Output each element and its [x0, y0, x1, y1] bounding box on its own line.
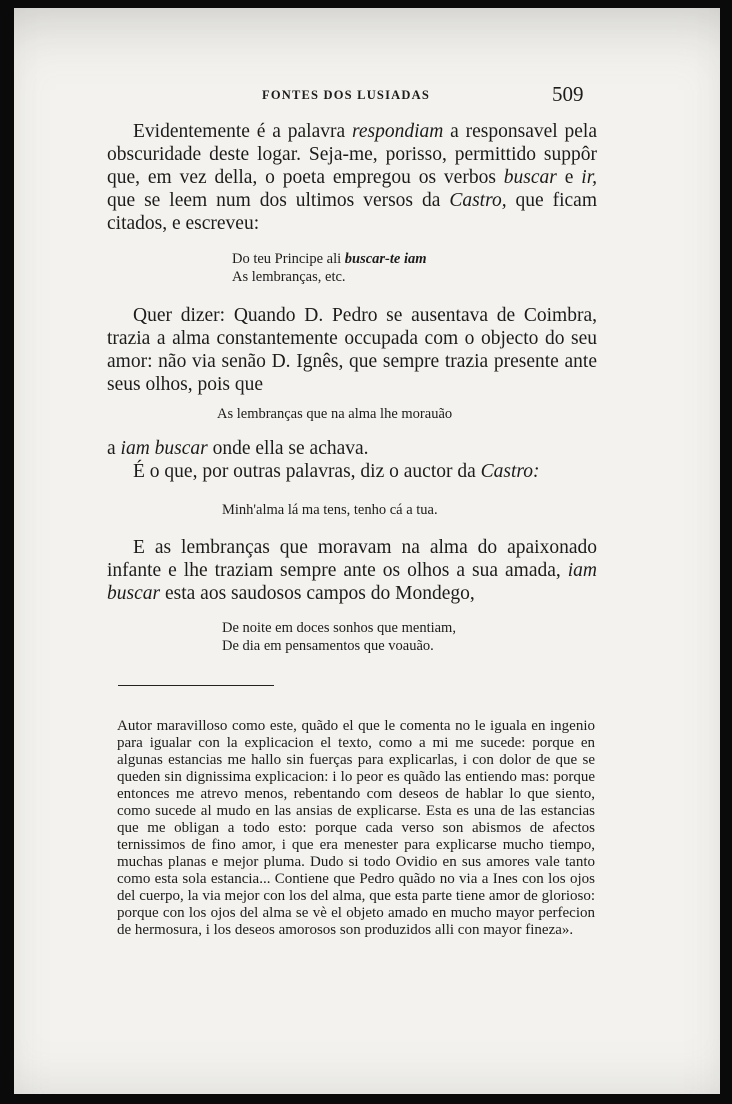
paragraph-2: Quer dizer: Quando D. Pedro se ausentava de Coimbra, trazia a alma constantemente occupada com o objecto do seu amor: não via senão D. Ignês, que sempre trazia presente ante seus olhos, pois que [107, 305, 597, 395]
page-header [14, 82, 720, 112]
paragraph-1 [107, 120, 597, 235]
p1-italic-4: Castro, [449, 190, 507, 211]
running-title: FONTES DOS LUSIADAS [262, 88, 430, 102]
p1-italic-3: ir, [581, 167, 598, 188]
page-number: 509 [552, 82, 584, 106]
paragraph-3 [107, 437, 597, 460]
p4-text: É o que, por outras palavras, diz o auctor da [133, 461, 481, 482]
p1-italic-1: respondiam [351, 121, 444, 142]
p3-text-1: a [107, 438, 121, 459]
p5-text-1: E as lembranças que moravam na alma do apaixonado infante e lhe traziam sempre ante os olhos a sua amada, [107, 537, 597, 581]
quote-3 [222, 501, 597, 519]
paragraph-4 [107, 460, 597, 483]
p1-text-3: e [556, 167, 582, 188]
p1-text-2: a responsavel pela obscuridade deste logar. Seja-me, porisso, permittido suppôr que, em vez della, o poeta empregou os verbos [107, 121, 598, 188]
footnote-divider [118, 685, 274, 686]
p1-text-1: Evidentemente é a palavra [133, 121, 352, 142]
quote-1 [232, 250, 597, 286]
p5-italic: iam buscar [107, 560, 597, 604]
paragraph-5 [107, 536, 597, 605]
p3-italic: iam buscar [120, 438, 208, 459]
main-text [107, 120, 597, 655]
quote-1-line-1 [232, 250, 597, 268]
p1-italic-2: buscar [503, 167, 557, 188]
p5-text-2: esta aos saudosos campos do Mondego, [160, 583, 475, 604]
quote-1-line-1-italic: buscar-te iam [344, 251, 427, 267]
quote-4-line-2: De dia em pensamentos que voauão. [222, 638, 434, 654]
quote-1-line-1-text: Do teu Principe ali [232, 251, 345, 267]
p1-text-4: que se leem num dos ultimos versos da [107, 190, 450, 211]
quote-2 [217, 405, 597, 423]
footnote-text: Autor maravilloso como este, quãdo el que le comenta no le iguala en ingenio para igualar con la explicacion el texto, como a mi me sucede: porque en algunas estancias me hallo sin fuerças para explicarlas, i con dolor de que se queden sin dignissima explicacion: i lo peor es quãdo las entiendo mas: porque entonces me atrevo menos, rebentando com deseos de hablar lo que siento, como sucede al mudo en las ansias de explicarse. Esta es una de las estancias que me obligan a todo esto: porque cada verso son abismos de afectos ternissimos de fino amor, i que era menester para explicarse mucho tiempo, muchas planas e mejor pluma. Dudo si todo Ovidio en sus amores vale tanto como esta sola estancia... Contiene que Pedro quãdo no via a Ines con los ojos del cuerpo, la via mejor con los del alma, que esta parte tiene amor de glorioso: porque con los ojos del alma se vè el objeto amado en mucho mayor perfecion de hermosura, i los deseos amorosos son produzidos alli con mayor fineza». [117, 718, 595, 938]
p1-text-5: que ficam citados, e escreveu: [107, 190, 598, 234]
quote-2-line-1: As lembranças que na alma lhe morauão [217, 406, 453, 422]
quote-1-line-2: As lembranças, etc. [232, 269, 346, 285]
book-page [14, 8, 720, 1094]
p3-text-2: onde ella se achava. [207, 438, 369, 459]
quote-4 [222, 619, 597, 655]
p4-italic: Castro: [480, 461, 540, 482]
quote-3-line-1: Minh'alma lá ma tens, tenho cá a tua. [222, 502, 438, 518]
footnote [117, 718, 595, 939]
quote-4-line-1: De noite em doces sonhos que mentiam, [222, 620, 456, 636]
